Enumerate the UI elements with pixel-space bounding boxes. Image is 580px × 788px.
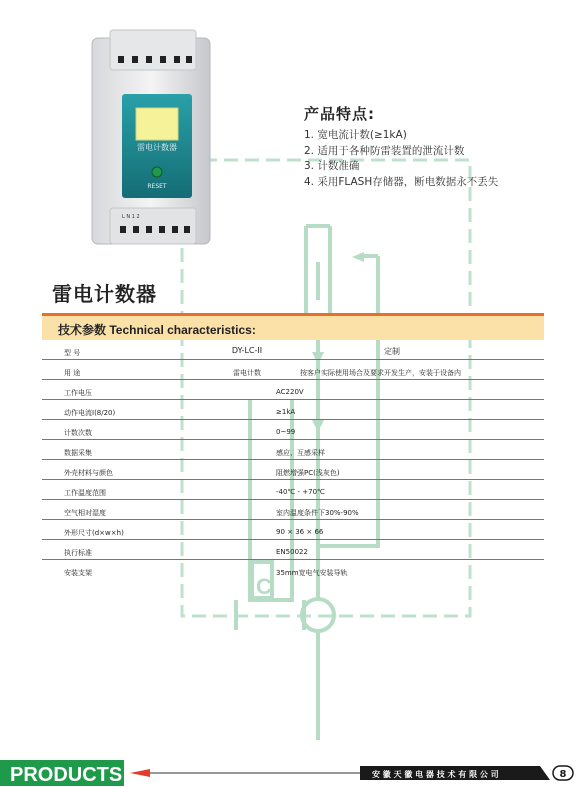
spec-right: 定制 xyxy=(384,347,400,356)
spec-value: AC220V xyxy=(276,388,304,396)
device-panel-label: 雷电计数器 xyxy=(137,143,177,152)
spec-value: 阻燃增强PC(浅灰色) xyxy=(276,469,340,477)
footer-arrow-icon xyxy=(130,769,150,777)
device-reset-label: RESET xyxy=(147,183,167,190)
spec-label: 工作电压 xyxy=(64,389,92,397)
spec-value: ≥1kA xyxy=(276,408,296,416)
spec-label: 型 号 xyxy=(64,349,81,357)
page-footer xyxy=(0,752,580,788)
spec-value: 0~99 xyxy=(276,428,296,436)
spec-label: 安装支架 xyxy=(64,569,92,577)
table-row xyxy=(42,420,544,440)
table-row xyxy=(42,400,544,420)
feature-item: 3. 计数准确 xyxy=(304,160,360,172)
spec-table xyxy=(42,340,544,579)
spec-label: 外形尺寸(d×w×h) xyxy=(64,529,124,537)
spec-mid: DY-LC-II xyxy=(231,346,263,355)
table-row xyxy=(42,500,544,520)
spec-table-header xyxy=(42,313,544,340)
features-title: 产品特点: xyxy=(304,105,375,123)
spec-value: 感应、互感采样 xyxy=(276,449,325,457)
table-row xyxy=(42,540,544,560)
device-terminal-labels: L N 1 2 xyxy=(122,214,140,220)
spec-label: 执行标准 xyxy=(64,549,92,557)
page-number: 8 xyxy=(559,769,567,780)
spec-value: 90 × 36 × 66 xyxy=(276,528,324,536)
table-row xyxy=(42,560,544,579)
spec-label: 用 途 xyxy=(64,369,81,377)
svg-text:C: C xyxy=(256,574,272,599)
table-row xyxy=(42,360,544,380)
feature-item: 2. 适用于各种防雷装置的泄流计数 xyxy=(304,144,465,157)
spec-mid: 雷电计数 xyxy=(233,369,261,377)
spec-header-label: 技术参数 Technical characteristics: xyxy=(58,323,256,337)
table-row xyxy=(42,460,544,480)
features-list xyxy=(304,128,498,190)
spec-value: 35mm宽电气安装导轨 xyxy=(276,569,348,577)
spec-label: 数据采集 xyxy=(64,449,92,457)
spec-value: -40℃ - +70℃ xyxy=(276,488,325,496)
table-row xyxy=(42,520,544,540)
spec-value: EN50022 xyxy=(276,548,308,556)
feature-item: 4. 采用FLASH存储器，断电数据永不丢失 xyxy=(304,175,499,188)
product-title: 雷电计数器 xyxy=(52,282,157,306)
spec-label: 外壳材料与颜色 xyxy=(64,469,113,477)
table-row xyxy=(42,480,544,500)
spec-label: 空气相对湿度 xyxy=(64,509,106,517)
footer-company: 安 徽 天 徽 电 器 技 术 有 限 公 司 xyxy=(372,770,499,779)
table-row xyxy=(42,440,544,460)
spec-value: 室内温度条件下30%-90% xyxy=(276,509,359,517)
table-row xyxy=(42,380,544,400)
feature-item: 1. 宽电流计数(≥1kA) xyxy=(304,129,407,141)
spec-label: 工作温度范围 xyxy=(64,489,106,497)
table-row xyxy=(42,340,544,360)
lightning-counter-device-image xyxy=(88,28,218,250)
spec-label: 计数次数 xyxy=(64,429,92,437)
footer-brand: PRODUCTS xyxy=(10,764,123,786)
spec-right: 按客户实际使用场合及要求开发生产，安装于设备内 xyxy=(300,369,461,377)
spec-label: 动作电流I(8/20) xyxy=(64,409,116,417)
